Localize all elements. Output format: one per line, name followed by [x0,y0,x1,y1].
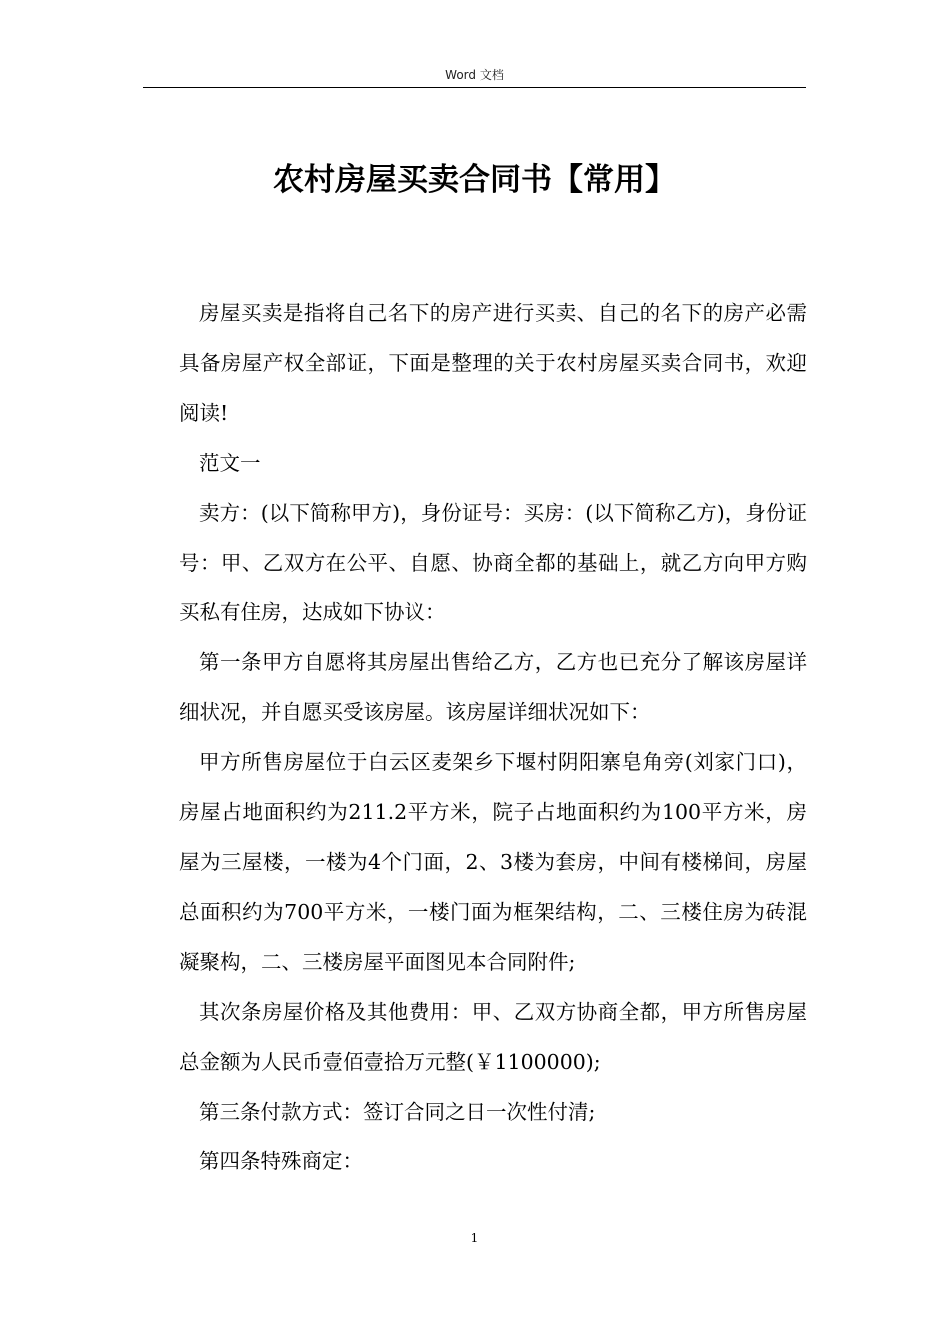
paragraph-article-2: 其次条房屋价格及其他费用：甲、乙双方协商全都，甲方所售房屋总金额为人民币壹佰壹拾万元整(￥1100000); [179,999,807,1074]
paragraph-article-1: 第一条甲方自愿将其房屋出售给乙方，乙方也已充分了解该房屋详细状况，并自愿买受该房屋。该房屋详细状况如下： [179,650,807,725]
paragraph-parties: 卖方：(以下简称甲方)，身份证号：买房：(以下简称乙方)，身份证号：甲、乙双方在公平、自愿、协商全都的基础上，就乙方向甲方购买私有住房，达成如下协议： [179,500,807,625]
page-number: 1 [470,1231,479,1245]
header-divider [143,87,806,88]
paragraph-intro: 房屋买卖是指将自己名下的房产进行买卖、自己的名下的房产必需具备房屋产权全部证，下面是整理的关于农村房屋买卖合同书，欢迎阅读! [179,301,807,425]
paragraph-section-heading: 范文一 [199,450,261,475]
paragraph-article-3: 第三条付款方式：签订合同之日一次性付清; [199,1099,596,1124]
document-title: 农村房屋买卖合同书【常用】 [273,162,676,198]
paragraph-article-4: 第四条特殊商定： [199,1149,363,1174]
document-body [179,289,807,1187]
page-header: Word 文档 [445,68,504,82]
paragraph-property-details: 甲方所售房屋位于白云区麦架乡下堰村阴阳寨皂角旁(刘家门口)，房屋占地面积约为211.2平方米，院子占地面积约为100平方米，房屋为三屋楼，一楼为4个门面，2、3楼为套房，中间有楼梯间，房屋总面积约为700平方米，一楼门面为框架结构，二、三楼住房为砖混凝聚构，二、三楼房屋平面图见本合同附件; [179,750,807,974]
